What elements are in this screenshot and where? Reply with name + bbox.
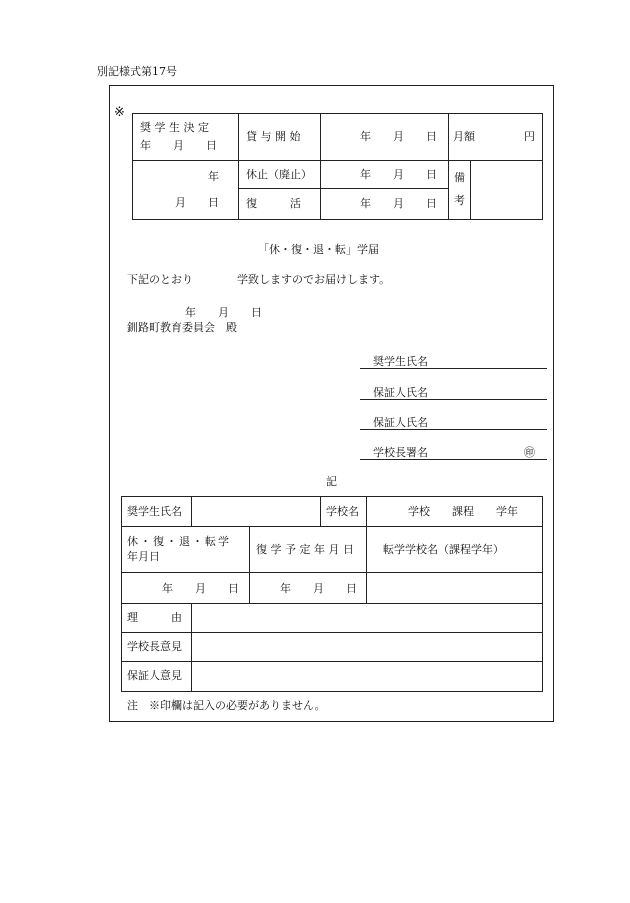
- remarks-label-2: 考: [454, 194, 465, 207]
- footer-note: 注 ※印欄は記入の必要がありません。: [127, 699, 326, 712]
- status-change-label-2: 年月日: [127, 550, 160, 563]
- resume-label: 復 活: [246, 197, 301, 210]
- planned-return-label: 復 学 予 定 年 月 日: [256, 543, 354, 556]
- student-name-cell: 奨学生氏名: [127, 505, 182, 518]
- guarantor-2-label: 保証人氏名: [373, 416, 428, 429]
- school-name-cell: 学校名: [326, 505, 359, 518]
- exempt-mark: ※: [114, 105, 125, 120]
- student-name-label: 奨学生氏名: [373, 355, 428, 368]
- decision-date: 年 月 日: [140, 139, 217, 152]
- principal-opinion-label: 学校長意見: [127, 640, 182, 653]
- reason-label: 理 由: [127, 611, 182, 624]
- loan-start-date: 年 月 日: [360, 130, 437, 143]
- planned-return-date: 年 月 日: [280, 582, 357, 595]
- resume-date: 年 月 日: [360, 197, 437, 210]
- suspend-date: 年 月 日: [360, 168, 437, 181]
- principal-sign-label: 学校長署名: [373, 446, 428, 459]
- school-course-cell: 学校 課程 学年: [408, 505, 518, 518]
- year-label: 年: [208, 170, 219, 183]
- form-number: 別記様式第17号: [97, 65, 177, 78]
- monthly-label: 月額: [453, 130, 475, 143]
- guarantor-1-label: 保証人氏名: [373, 386, 428, 399]
- guarantor-opinion-label: 保証人意見: [127, 669, 182, 682]
- loan-start-label: 貸 与 開 始: [246, 130, 301, 143]
- month-day-label: 月 日: [175, 196, 219, 209]
- status-change-label-1: 休・復・退・転学: [127, 535, 231, 548]
- seal-icon: ㊞: [524, 446, 535, 459]
- form-title: 「休・復・退・転」学届: [258, 243, 379, 256]
- addressee: 釧路町教育委員会 殿: [127, 321, 237, 334]
- submission-date: 年 月 日: [185, 306, 262, 319]
- transfer-school-label: 転学学校名（課程学年）: [383, 543, 504, 556]
- intro-text: 下記のとおり 学致しますのでお届けします。: [127, 273, 391, 286]
- yen-label: 円: [524, 130, 535, 143]
- ki-heading: 記: [326, 475, 337, 488]
- status-change-date: 年 月 日: [162, 582, 239, 595]
- decision-label: 奨 学 生 決 定: [140, 121, 209, 134]
- remarks-label-1: 備: [454, 171, 465, 184]
- suspend-label: 休止（廃止）: [246, 168, 312, 181]
